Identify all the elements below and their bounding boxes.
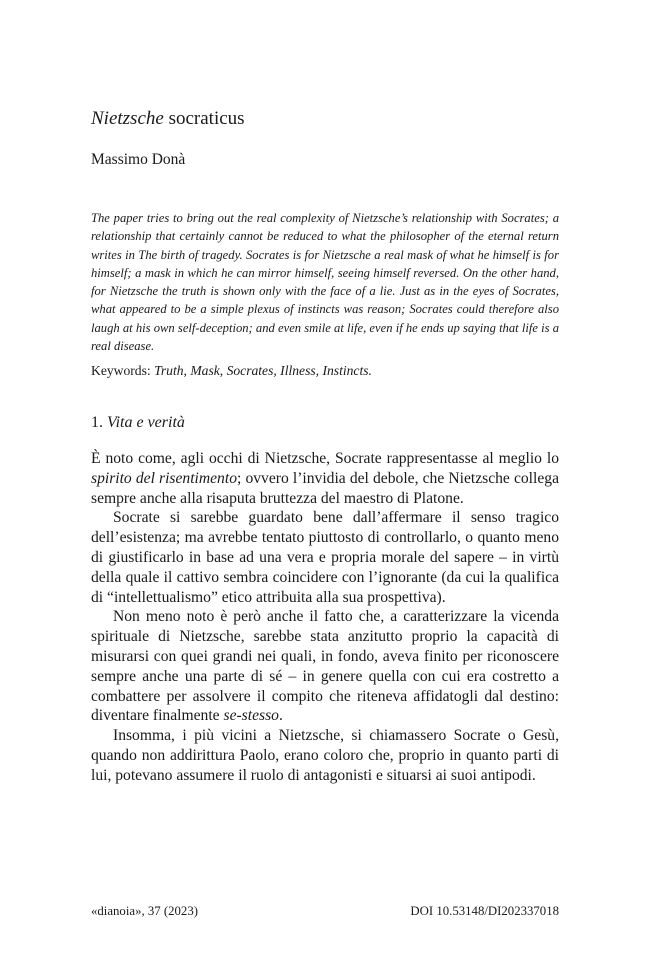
abstract: The paper tries to bring out the real complexity of Nietzsche’s relationship with Socrates; a relationship that certainly cannot be reduced to what the philosopher of the eternal return writes in The birth of tragedy. Socrates is for Nietzsche a real mask of what he himself is for himself; a mask in which he can mirror himself, seeing himself reversed. On the other hand, for Nietzsche the truth is shown only with the face of a lie. Just as in the eyes of Socrates, what appeared to be a simple plexus of instincts was reason; Socrates could therefore also laugh at his own self-deception; and even smile at life, even if he ends up saying that life is a real disease. — [91, 211, 559, 354]
paragraph-3-text-a: Non meno noto è però anche il fatto che, a caratterizzare la vicenda spirituale di Nietzsche, sarebbe stata anzitutto proprio la capacità di misurarsi con quei grandi nei quali, in fondo, aveva finito per riconoscere sempre anche una parte di sé – in genere quella con cui era costretto a combattere per assolvere il compito che riteneva affidatogli dal destino: diventare finalmente — [91, 608, 559, 725]
paragraph-1-emphasis: spirito del risentimento — [91, 469, 237, 487]
body-text — [91, 449, 559, 786]
keywords-list: Truth, Mask, Socrates, Illness, Instincts. — [154, 363, 372, 378]
section-heading — [91, 413, 185, 433]
paragraph-4: Insomma, i più vicini a Nietzsche, si chiamassero Socrate o Gesù, quando non addirittura Paolo, erano coloro che, proprio in quanto parti di lui, potevano assumere il ruolo di antagonisti e situarsi ai suoi antipodi. — [91, 727, 559, 784]
keywords-label: Keywords: — [91, 363, 155, 378]
section-number: 1. — [91, 414, 103, 431]
article-title — [91, 106, 245, 132]
paragraph-1-text-a: È noto come, agli occhi di Nietzsche, Socrate rappresentasse al meglio lo — [91, 450, 559, 467]
title-rest: socraticus — [163, 108, 245, 129]
section-title: Vita e verità — [107, 414, 185, 431]
keywords — [91, 362, 559, 380]
paragraph-1-text-b: ; ovvero l’invidia del debole, che Nietzsche collega sempre anche alla risaputa bruttezza del maestro di Platone. — [91, 469, 559, 507]
title-italic-name: Nietzsche — [91, 108, 164, 129]
journal-citation: «dianoia», 37 (2023) — [91, 904, 198, 918]
paragraph-3 — [91, 607, 559, 726]
paragraph-3-text-b: . — [278, 707, 283, 725]
paragraph-1 — [91, 449, 559, 508]
paragraph-3-emphasis: se-stesso — [223, 707, 279, 725]
doi-reference: DOI 10.53148/DI202337018 — [410, 904, 559, 918]
paragraph-2: Socrate si sarebbe guardato bene dall’affermare il senso tragico dell’esistenza; ma avrebbe tentato piuttosto di controllarlo, o quanto meno di giustificarlo in base ad una vera e propria morale del sapere – in virtù della quale il cattivo sembra coincidere con l’ignorante (da cui la qualifica di “intellettualismo” etico attribuita alla sua prospettiva). — [91, 509, 559, 606]
author-name: Massimo Donà — [91, 151, 186, 168]
